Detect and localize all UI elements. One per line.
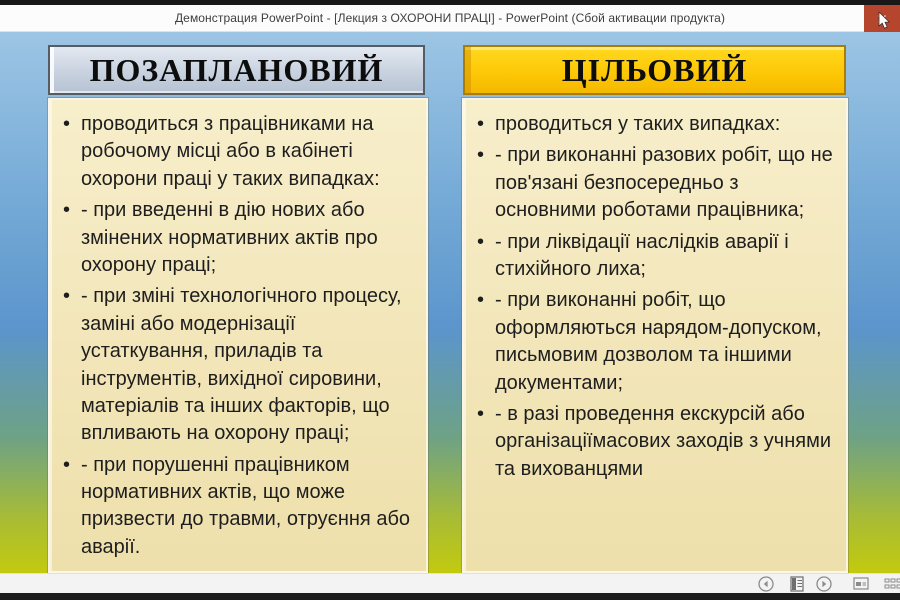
close-button[interactable] xyxy=(864,5,900,32)
right-column-card xyxy=(462,98,848,573)
slide-show-icon xyxy=(853,577,869,591)
bullet-item: • - в разі проведення екскурсій або організаціїмасових заходів з учнями та вихованцями xyxy=(476,401,838,483)
slideshow-toolbar xyxy=(0,573,900,593)
bullet-item: • проводиться у таких випадках: xyxy=(476,111,838,138)
previous-slide-icon xyxy=(758,576,774,592)
bullet-item: • проводиться з працівниками на робочому місці або в кабінеті охорони праці у таких випадках: xyxy=(62,111,418,193)
close-icon xyxy=(877,14,887,24)
grid-view-button[interactable] xyxy=(883,575,900,593)
left-column-header: ПОЗАПЛАНОВИЙ xyxy=(48,45,425,95)
left-column-card xyxy=(48,98,428,573)
next-slide-button[interactable] xyxy=(815,575,833,593)
titlebar xyxy=(0,5,900,32)
window-title: Демонстрация PowerPoint - [Лекция з ОХОРОНИ ПРАЦІ] - PowerPoint (Сбой активации продукта) xyxy=(174,11,726,25)
bullet-item: • - при введенні в дію нових або змінених нормативних актів про охорону праці; xyxy=(62,197,418,279)
bullet-item: • - при виконанні робіт, що оформляються нарядом-допуском, письмовим дозволом та іншими документами; xyxy=(476,287,838,397)
bullet-item: • - при зміні технологічного процесу, заміні або модернізації устаткування, приладів та інструментів, вихідної сировини, матеріалів та інших факторів, що впливають на охорону праці; xyxy=(62,283,418,447)
bottom-black-strip xyxy=(0,593,900,600)
slide-area[interactable] xyxy=(0,32,900,573)
grid-view-icon xyxy=(884,577,900,591)
next-slide-icon xyxy=(816,576,832,592)
right-bullet-list xyxy=(476,111,838,483)
bullet-item: • - при виконанні разових робіт, що не пов'язані безпосередньо з основними роботами працівника; xyxy=(476,142,838,224)
right-column-header: ЦІЛЬОВИЙ xyxy=(463,45,846,95)
notes-button[interactable] xyxy=(788,575,806,593)
previous-slide-button[interactable] xyxy=(757,575,775,593)
left-bullet-list xyxy=(62,111,418,561)
bullet-item: • - при ліквідації наслідків аварії і стихійного лиха; xyxy=(476,229,838,284)
bullet-item: • - при порушенні працівником нормативних актів, що може призвести до травми, отруєння або аварії. xyxy=(62,452,418,562)
slide-show-button[interactable] xyxy=(852,575,870,593)
notes-icon xyxy=(790,576,804,592)
